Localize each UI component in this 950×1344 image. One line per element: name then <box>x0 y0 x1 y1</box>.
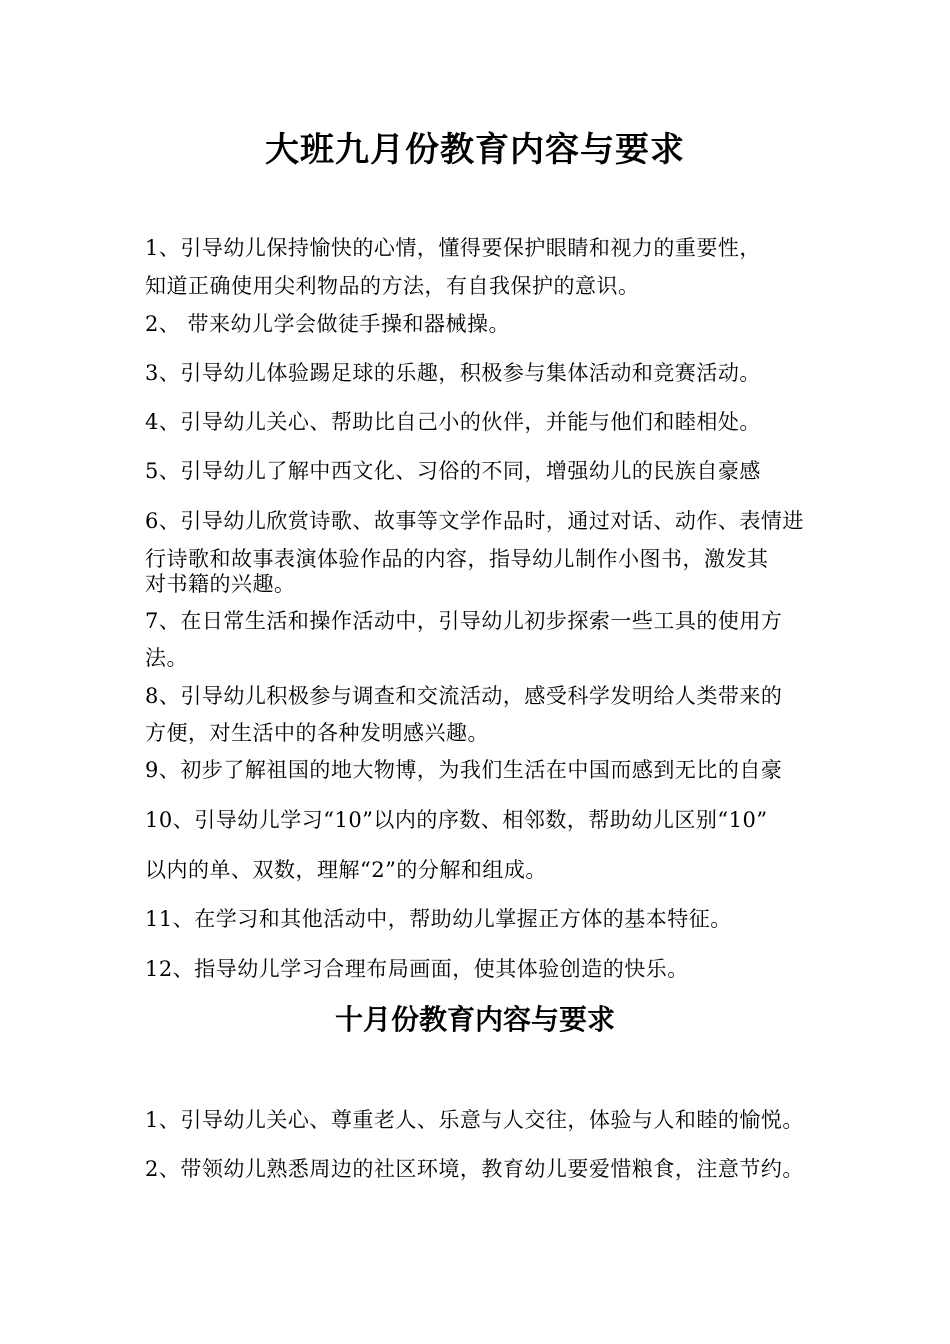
text-line: 5、引导幼儿了解中西文化、习俗的不同，增强幼儿的民族自豪感 <box>145 459 761 483</box>
text-line: 3、引导幼儿体验踢足球的乐趣，积极参与集体活动和竞赛活动。 <box>145 361 761 385</box>
text-line: 1、引导幼儿保持愉快的心情，懂得要保护眼睛和视力的重要性， <box>145 236 761 260</box>
text-line: 2、带领幼儿熟悉周边的社区环境，教育幼儿要爱惜粮食，注意节约。 <box>145 1157 804 1181</box>
text-line: 知道正确使用尖利物品的方法，有自我保护的意识。 <box>145 274 640 298</box>
text-line: 9、初步了解祖国的地大物博，为我们生活在中国而感到无比的自豪 <box>145 758 783 782</box>
text-line: 4、引导幼儿关心、帮助比自己小的伙伴，并能与他们和睦相处。 <box>145 410 761 434</box>
text-line: 以内的单、双数，理解“2”的分解和组成。 <box>145 858 547 882</box>
text-line: 11、在学习和其他活动中，帮助幼儿掌握正方体的基本特征。 <box>145 907 732 931</box>
text-line: 1、引导幼儿关心、尊重老人、乐意与人交往，体验与人和睦的愉悦。 <box>145 1108 804 1132</box>
text-line: 10、引导幼儿学习“10”以内的序数、相邻数，帮助幼儿区别“10” <box>145 808 768 832</box>
text-line: 12、指导幼儿学习合理布局画面，使其体验创造的快乐。 <box>145 957 689 981</box>
text-line: 方便，对生活中的各种发明感兴趣。 <box>145 721 489 745</box>
september-title: 大班九月份教育内容与要求 <box>265 130 685 170</box>
text-line: 2、 带来幼儿学会做徒手操和器械操。 <box>145 312 511 336</box>
october-title: 十月份教育内容与要求 <box>334 1003 615 1036</box>
text-line: 行诗歌和故事表演体验作品的内容，指导幼儿制作小图书，激发其 <box>145 547 769 571</box>
text-line: 7、在日常生活和操作活动中，引导幼儿初步探索一些工具的使用方 <box>145 609 783 633</box>
text-line: 6、引导幼儿欣赏诗歌、故事等文学作品时，通过对话、动作、表情进 <box>145 509 804 533</box>
text-line: 对书籍的兴趣。 <box>145 572 296 596</box>
text-line: 法。 <box>145 646 188 670</box>
text-line: 8、引导幼儿积极参与调查和交流活动，感受科学发明给人类带来的 <box>145 684 783 708</box>
